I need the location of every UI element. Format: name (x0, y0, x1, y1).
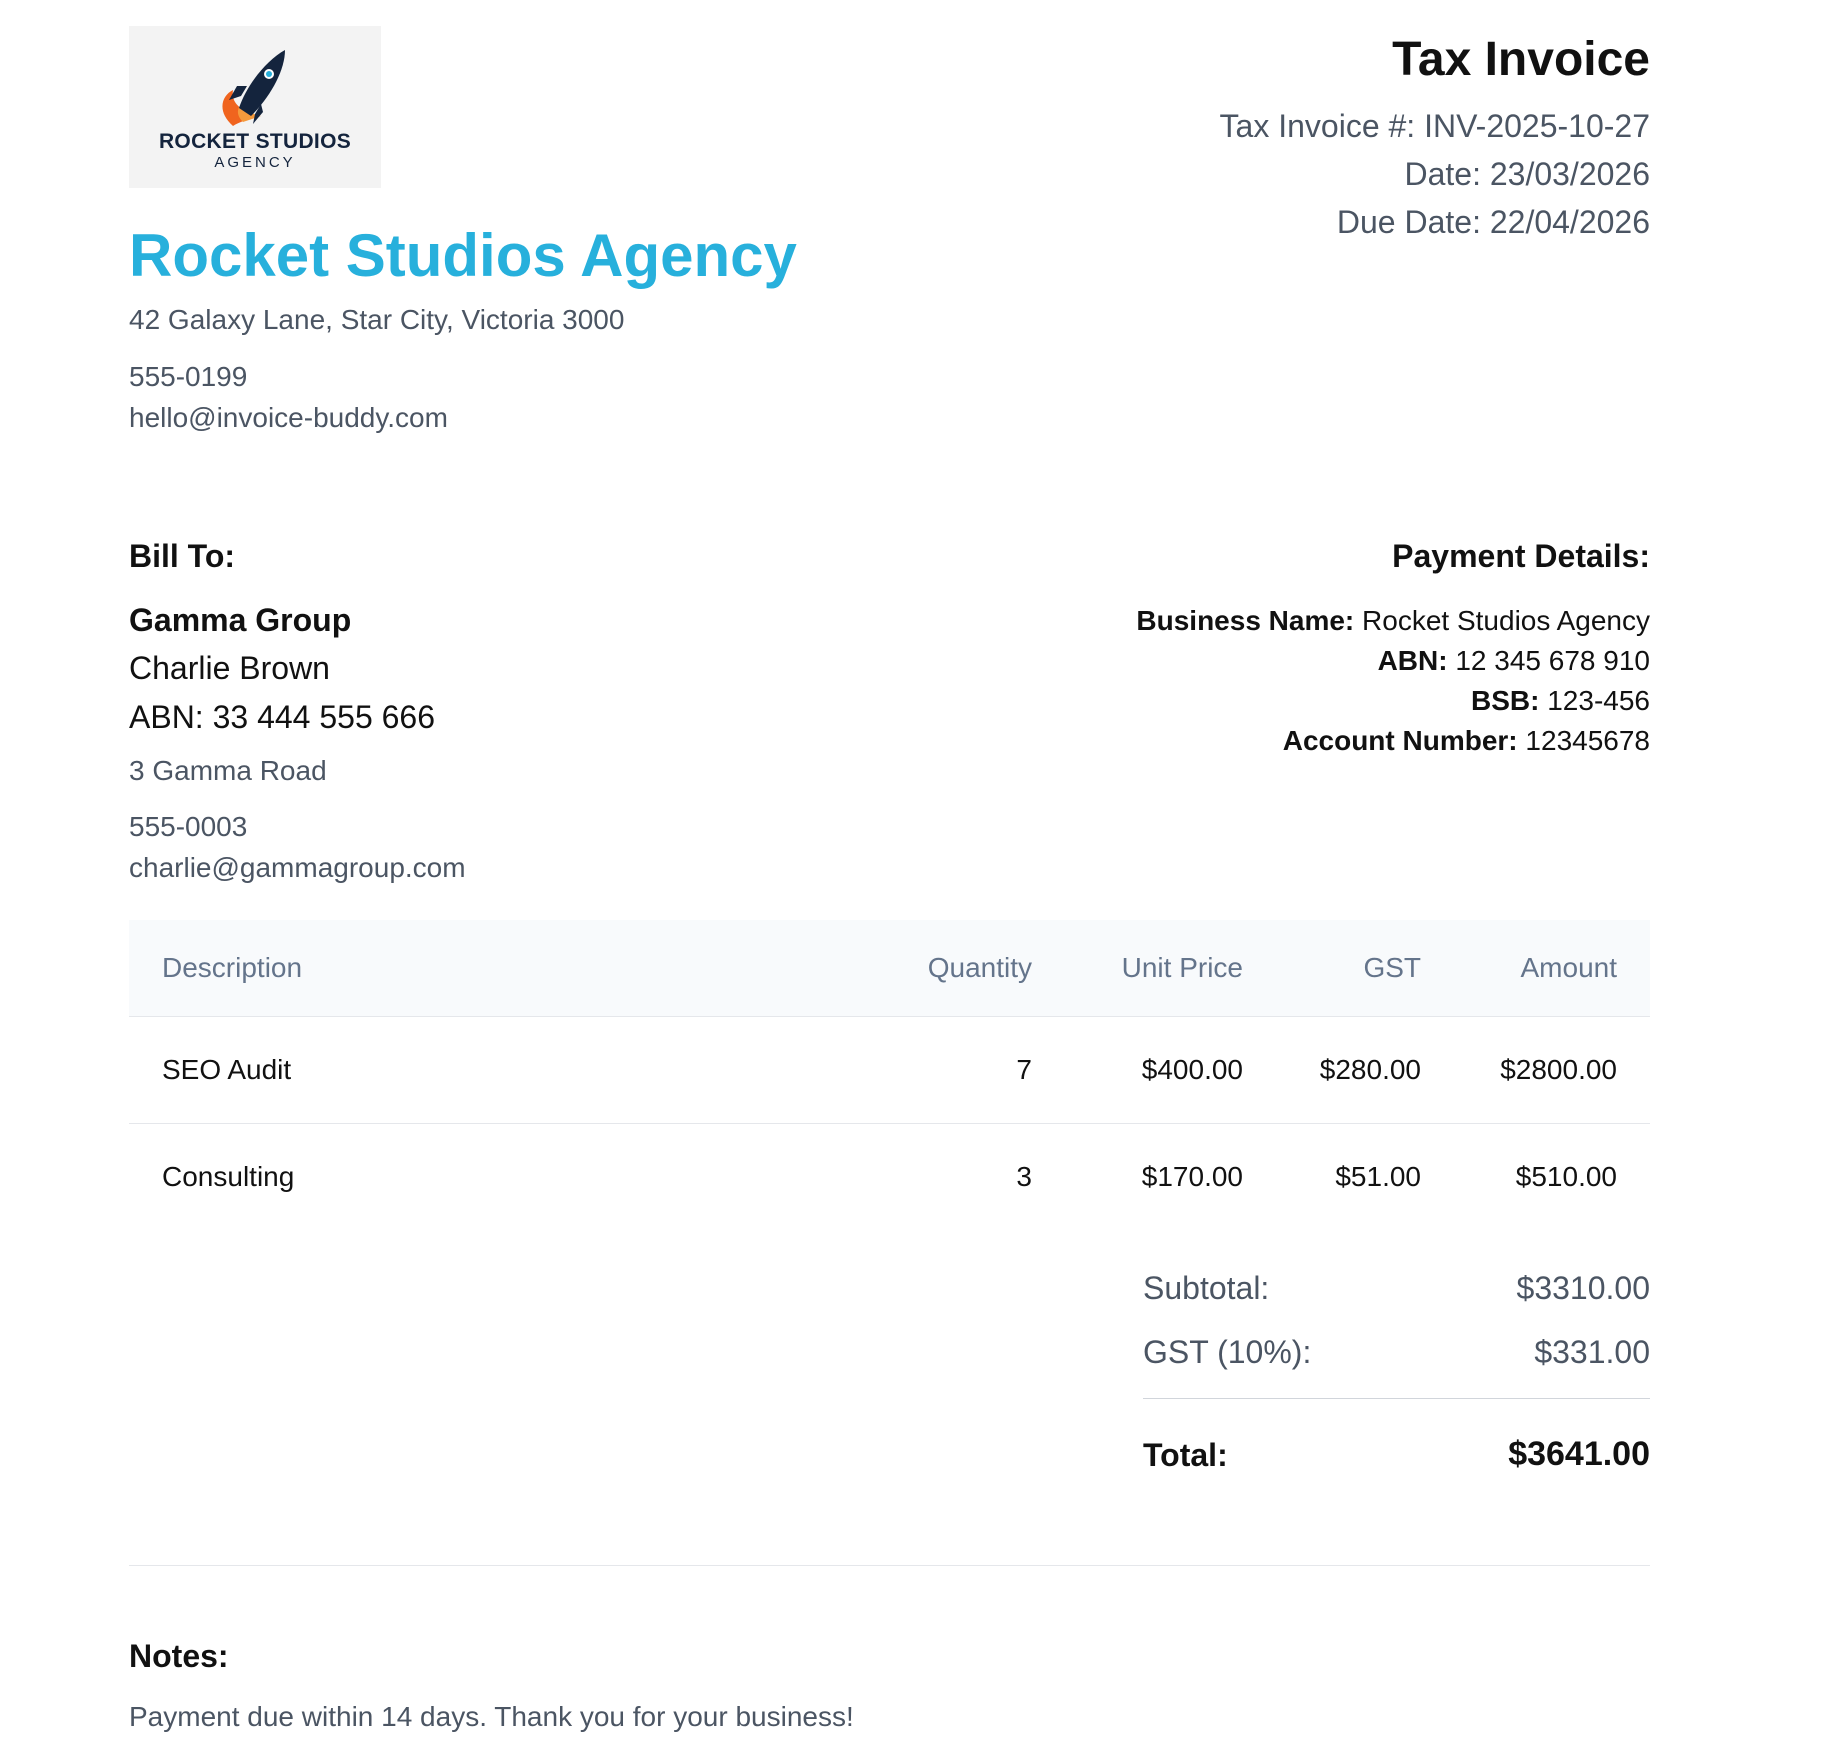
client-company: Gamma Group (129, 602, 352, 638)
column-header-description: Description (129, 920, 859, 1017)
bill-to-block (129, 538, 235, 575)
company-name: Rocket Studios Agency (129, 222, 797, 289)
client-abn: ABN: 33 444 555 666 (129, 699, 436, 735)
subtotal-label: Subtotal: (1143, 1270, 1270, 1306)
item-amount: $510.00 (1515, 1161, 1617, 1192)
company-email[interactable]: hello@invoice-buddy.com (129, 402, 448, 433)
company-address: 42 Galaxy Lane, Star City, Victoria 3000 (129, 304, 625, 335)
bill-to-heading: Bill To: (129, 538, 236, 574)
payment-bsb-value: 123-456 (1547, 685, 1650, 716)
invoice-page (129, 26, 1650, 1733)
item-quantity: 7 (859, 1017, 1065, 1124)
company-logo (129, 26, 381, 188)
item-unit-price: $170.00 (1141, 1161, 1243, 1192)
grand-total-row (1143, 1399, 1650, 1489)
payment-business-name-label: Business Name: (1136, 605, 1355, 636)
column-header-unit-price: Unit Price (1065, 920, 1276, 1017)
payment-abn-label: ABN: (1377, 645, 1448, 676)
item-description: SEO Audit (129, 1017, 859, 1124)
invoice-header (129, 26, 1650, 456)
logo-wordmark: ROCKET STUDIOS (158, 130, 352, 153)
item-amount: $2800.00 (1454, 1017, 1650, 1124)
gst-row (1143, 1324, 1650, 1388)
notes-section (129, 1638, 1650, 1733)
invoice-meta (1220, 32, 1650, 246)
logo-subtitle: AGENCY (214, 154, 296, 171)
company-phone: 555-0199 (129, 361, 248, 392)
line-items-table (129, 920, 1650, 1230)
invoice-number: Tax Invoice #: INV-2025-10-27 (1219, 108, 1650, 144)
column-header-quantity: Quantity (859, 920, 1065, 1017)
notes-text: Payment due within 14 days. Thank you for your business! (129, 1701, 854, 1732)
table-row (129, 1124, 1650, 1231)
payment-business-name-value: Rocket Studios Agency (1362, 605, 1650, 636)
payment-business-name (1136, 601, 1650, 641)
total-label: Total: (1143, 1437, 1228, 1473)
rocket-icon (129, 26, 381, 136)
payment-account (1136, 721, 1650, 761)
totals-block (1143, 1260, 1650, 1489)
payment-details-heading: Payment Details: (1392, 538, 1650, 574)
table-row (129, 1017, 1650, 1124)
column-header-amount: Amount (1454, 920, 1650, 1017)
invoice-due-date: Due Date: 22/04/2026 (1336, 204, 1650, 240)
subtotal-value: $3310.00 (1516, 1270, 1650, 1306)
payment-details-block (1136, 538, 1650, 761)
client-email[interactable]: charlie@gammagroup.com (129, 852, 466, 883)
footer-divider (129, 1565, 1650, 1566)
column-header-gst: GST (1276, 920, 1454, 1017)
subtotal-row (1143, 1260, 1650, 1324)
payment-account-value: 12345678 (1525, 725, 1650, 756)
item-description: Consulting (162, 1161, 295, 1192)
table-header-row (129, 920, 1650, 1017)
gst-value: $331.00 (1534, 1334, 1650, 1370)
gst-label: GST (10%): (1143, 1334, 1312, 1370)
item-quantity: 3 (1016, 1161, 1032, 1192)
client-address: 3 Gamma Road (129, 755, 327, 786)
payment-bsb (1136, 681, 1650, 721)
client-phone: 555-0003 (129, 811, 248, 842)
item-gst: $280.00 (1276, 1017, 1454, 1124)
invoice-title: Tax Invoice (1392, 33, 1650, 86)
payment-account-label: Account Number: (1282, 725, 1518, 756)
notes-heading: Notes: (129, 1638, 229, 1674)
payment-abn-value: 12 345 678 910 (1455, 645, 1650, 676)
client-contact: Charlie Brown (129, 650, 330, 686)
invoice-date: Date: 23/03/2026 (1404, 156, 1650, 192)
item-unit-price: $400.00 (1065, 1017, 1276, 1124)
payment-bsb-label: BSB: (1471, 685, 1540, 716)
parties-section (129, 456, 1650, 883)
total-value: $3641.00 (1508, 1435, 1650, 1473)
item-gst: $51.00 (1335, 1161, 1421, 1192)
payment-abn (1136, 641, 1650, 681)
